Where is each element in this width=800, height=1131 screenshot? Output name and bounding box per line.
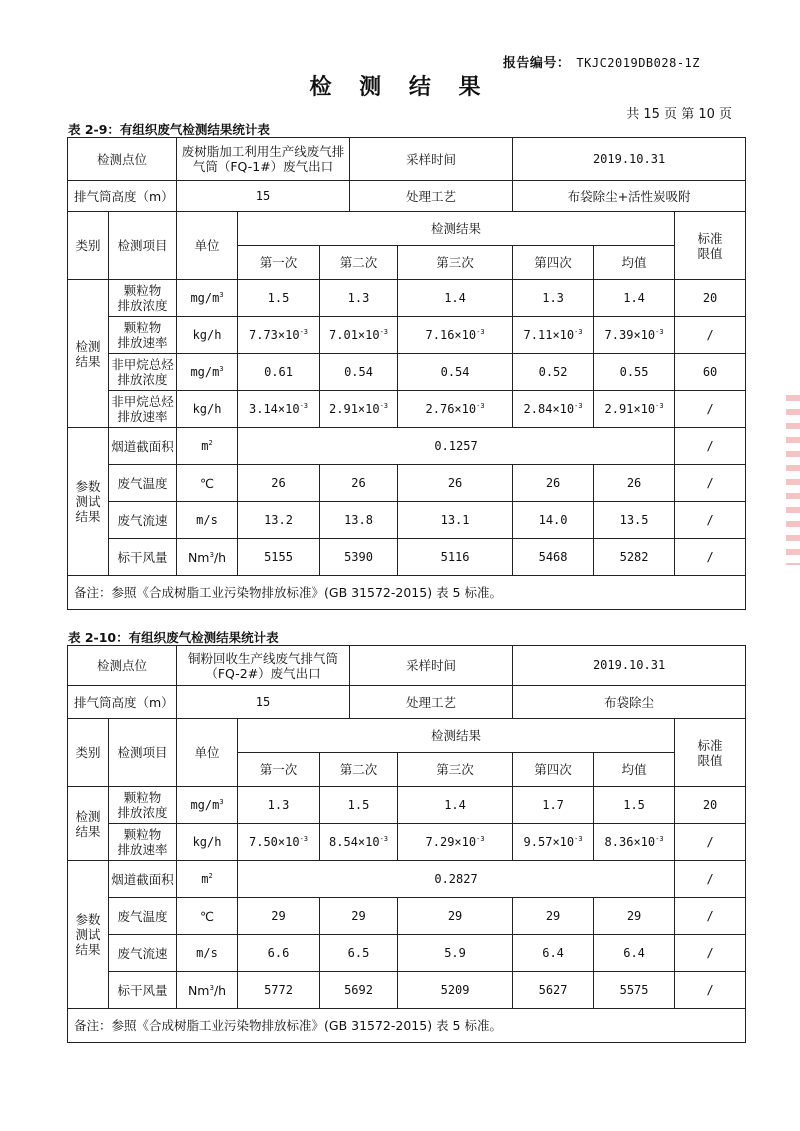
item-sub: 排放浓度 <box>117 805 168 820</box>
value-cell: 5627 <box>513 972 594 1009</box>
unit-base: mg/m <box>190 364 220 379</box>
value-cell <box>238 787 320 824</box>
value-cell: 5390 <box>320 539 398 576</box>
value-base: 1.5 <box>623 797 645 812</box>
value-cell: 14.0 <box>513 502 594 539</box>
site-value-line2: 气筒（FQ-1#）废气出口 <box>192 159 334 174</box>
unit-base: mg/m <box>190 290 220 305</box>
table-row <box>68 280 746 317</box>
unit-base: kg/h <box>192 834 222 849</box>
standard-header-line1: 标准 <box>697 230 723 246</box>
value-cell: 29 <box>320 898 398 935</box>
sample-time-value: 2019.10.31 <box>513 138 746 181</box>
site-value <box>177 138 350 181</box>
value-cell <box>398 824 513 861</box>
value-cell <box>594 787 675 824</box>
item-sub: 排放速率 <box>117 409 168 424</box>
value-base: 0.52 <box>538 364 568 379</box>
item-name: 颗粒物 <box>123 320 162 335</box>
unit-cell <box>177 280 238 317</box>
height-label: 排气筒高度（m） <box>68 686 177 719</box>
value-cell <box>320 317 398 354</box>
category-line: 结果 <box>75 509 101 524</box>
value-base: 7.29×10 <box>425 834 477 849</box>
value-cell <box>320 787 398 824</box>
value-cell <box>238 280 320 317</box>
value-cell: 6.5 <box>320 935 398 972</box>
process-label: 处理工艺 <box>350 181 513 212</box>
value-base: 1.5 <box>267 290 290 305</box>
value-exp: -3 <box>379 834 389 843</box>
value-cell: 5282 <box>594 539 675 576</box>
unit-cell: m/s <box>177 502 238 539</box>
value-cell: 5116 <box>398 539 513 576</box>
standard-cell: / <box>675 935 746 972</box>
standard-header <box>675 719 746 787</box>
value-exp: -3 <box>299 327 309 336</box>
value-cell <box>398 354 513 391</box>
unit-cell <box>177 972 238 1009</box>
value-cell <box>238 391 320 428</box>
run-header: 均值 <box>594 753 675 787</box>
value-cell <box>513 824 594 861</box>
table-row <box>68 824 746 861</box>
results-header: 检测结果 <box>238 719 675 753</box>
item-cell: 标干风量 <box>109 539 177 576</box>
table-caption-2-9: 表 2-9：有组织废气检测结果统计表 <box>68 122 270 137</box>
item-cell <box>109 317 177 354</box>
value-cell <box>513 391 594 428</box>
results-table-2-9 <box>67 137 746 610</box>
value-cell <box>398 280 513 317</box>
value-base: 2.91×10 <box>604 401 656 416</box>
value-base: 1.3 <box>542 290 564 305</box>
value-base: 7.11×10 <box>523 327 575 342</box>
table-row <box>68 317 746 354</box>
item-cell: 废气温度 <box>109 465 177 502</box>
standard-cell: / <box>675 539 746 576</box>
process-value: 布袋除尘+活性炭吸附 <box>513 181 746 212</box>
value-base: 0.54 <box>344 364 373 379</box>
unit-base: mg/m <box>190 797 220 812</box>
standard-cell: / <box>675 502 746 539</box>
unit-cell <box>177 354 238 391</box>
table-row <box>68 861 746 898</box>
value-base: 7.50×10 <box>249 834 300 849</box>
standard-cell: / <box>675 972 746 1009</box>
item-cell: 烟道截面积 <box>109 861 177 898</box>
item-header: 检测项目 <box>109 212 177 280</box>
value-base: 1.3 <box>347 290 370 305</box>
value-cell: 29 <box>513 898 594 935</box>
unit-sup: 3 <box>209 983 214 992</box>
table-row <box>68 465 746 502</box>
value-base: 2.91×10 <box>329 401 380 416</box>
site-value-line1: 废树脂加工利用生产线废气排 <box>181 144 345 159</box>
run-header: 第三次 <box>398 753 513 787</box>
unit-cell <box>177 787 238 824</box>
unit-cell: ℃ <box>177 898 238 935</box>
standard-cell: / <box>675 898 746 935</box>
area-value: 0.1257 <box>238 428 675 465</box>
value-cell <box>320 354 398 391</box>
site-label: 检测点位 <box>68 138 177 181</box>
table-row <box>68 391 746 428</box>
unit-cell: m/s <box>177 935 238 972</box>
value-base: 7.16×10 <box>425 327 477 342</box>
page-count: 共 15 页 第 10 页 <box>626 107 732 122</box>
value-cell: 6.4 <box>594 935 675 972</box>
value-exp: -3 <box>476 834 485 843</box>
value-cell: 26 <box>398 465 513 502</box>
unit-tail: /h <box>213 982 227 998</box>
standard-cell: / <box>675 861 746 898</box>
process-value: 布袋除尘 <box>513 686 746 719</box>
standard-header-line2: 限值 <box>697 752 723 768</box>
item-cell: 废气流速 <box>109 935 177 972</box>
category-test-results <box>68 787 109 861</box>
category-param-results <box>68 428 109 576</box>
value-cell: 26 <box>238 465 320 502</box>
value-exp: -3 <box>379 327 389 336</box>
item-cell: 废气流速 <box>109 502 177 539</box>
unit-base: m <box>201 871 209 886</box>
value-base: 0.54 <box>440 364 470 379</box>
unit-sup: 3 <box>209 550 214 559</box>
unit-cell <box>177 824 238 861</box>
unit-sup: 3 <box>219 364 224 373</box>
value-cell <box>320 391 398 428</box>
value-cell: 6.6 <box>238 935 320 972</box>
value-cell <box>320 824 398 861</box>
item-sub: 排放速率 <box>117 335 168 350</box>
unit-header: 单位 <box>177 212 238 280</box>
seal-stamp-edge <box>786 395 800 565</box>
sample-time-label: 采样时间 <box>350 646 513 686</box>
value-cell: 5772 <box>238 972 320 1009</box>
value-base: 7.73×10 <box>249 327 300 342</box>
unit-cell <box>177 428 238 465</box>
value-exp: -3 <box>655 327 664 336</box>
process-label: 处理工艺 <box>350 686 513 719</box>
value-cell: 29 <box>238 898 320 935</box>
category-line: 检测 <box>75 338 101 354</box>
value-base: 2.84×10 <box>523 401 575 416</box>
item-sub: 排放浓度 <box>117 372 168 387</box>
run-header: 第二次 <box>320 753 398 787</box>
run-header: 均值 <box>594 246 675 280</box>
value-cell: 13.1 <box>398 502 513 539</box>
run-header: 第二次 <box>320 246 398 280</box>
table-row <box>68 898 746 935</box>
category-line: 参数 <box>75 479 101 494</box>
value-exp: -3 <box>574 401 583 410</box>
run-header: 第一次 <box>238 753 320 787</box>
table-note: 备注：参照《合成树脂工业污染物排放标准》(GB 31572-2015) 表 5 标准。 <box>68 1009 746 1043</box>
unit-base: m <box>201 438 209 453</box>
table-note: 备注：参照《合成树脂工业污染物排放标准》(GB 31572-2015) 表 5 标准。 <box>68 576 746 610</box>
value-cell <box>513 317 594 354</box>
sample-time-label: 采样时间 <box>350 138 513 181</box>
unit-base: Nm <box>187 549 210 565</box>
value-base: 2.76×10 <box>425 401 477 416</box>
sample-time-value: 2019.10.31 <box>513 646 746 686</box>
value-cell <box>398 391 513 428</box>
value-cell: 5468 <box>513 539 594 576</box>
unit-base: Nm <box>187 982 210 998</box>
value-base: 1.4 <box>623 290 645 305</box>
value-exp: -3 <box>476 327 485 336</box>
item-cell: 废气温度 <box>109 898 177 935</box>
value-base: 1.4 <box>444 290 466 305</box>
height-label: 排气筒高度（m） <box>68 181 177 212</box>
value-cell <box>594 280 675 317</box>
unit-sup: 3 <box>219 290 224 299</box>
value-cell <box>513 354 594 391</box>
value-exp: -3 <box>299 401 309 410</box>
standard-cell: / <box>675 317 746 354</box>
site-value-line1: 铜粉回收生产线废气排气筒 <box>188 650 339 666</box>
category-line: 结果 <box>75 823 101 839</box>
category-header: 类别 <box>68 719 109 787</box>
category-line: 测试 <box>75 494 101 509</box>
table-row <box>68 935 746 972</box>
value-cell <box>513 280 594 317</box>
item-header: 检测项目 <box>109 719 177 787</box>
run-header: 第四次 <box>513 246 594 280</box>
item-sub: 排放浓度 <box>117 298 168 313</box>
value-cell <box>594 391 675 428</box>
category-line: 结果 <box>75 942 101 957</box>
value-exp: -3 <box>379 401 389 410</box>
table-row <box>68 428 746 465</box>
value-cell: 26 <box>594 465 675 502</box>
value-cell: 26 <box>320 465 398 502</box>
value-cell <box>594 317 675 354</box>
value-cell <box>238 317 320 354</box>
value-cell: 5575 <box>594 972 675 1009</box>
item-cell <box>109 354 177 391</box>
value-cell: 5155 <box>238 539 320 576</box>
site-value-line2: （FQ-2#）废气出口 <box>205 665 321 681</box>
report-number-value: TKJC2019DB028-1Z <box>576 56 700 70</box>
category-line: 参数 <box>75 912 101 927</box>
unit-cell <box>177 317 238 354</box>
value-cell: 29 <box>594 898 675 935</box>
results-header: 检测结果 <box>238 212 675 246</box>
value-exp: -3 <box>655 834 664 843</box>
value-cell: 5209 <box>398 972 513 1009</box>
site-value <box>177 646 350 686</box>
run-header: 第一次 <box>238 246 320 280</box>
page-title: 检 测 结 果 <box>309 74 491 100</box>
standard-cell: / <box>675 391 746 428</box>
category-test-results <box>68 280 109 428</box>
run-header: 第四次 <box>513 753 594 787</box>
value-base: 7.01×10 <box>329 327 380 342</box>
value-cell: 13.2 <box>238 502 320 539</box>
value-base: 8.54×10 <box>329 834 380 849</box>
value-cell: 5.9 <box>398 935 513 972</box>
table-row <box>68 539 746 576</box>
item-cell <box>109 280 177 317</box>
results-table-2-10 <box>67 645 746 1043</box>
report-number <box>503 52 700 71</box>
item-cell <box>109 391 177 428</box>
height-value: 15 <box>177 181 350 212</box>
unit-base: kg/h <box>192 401 222 416</box>
category-line: 检测 <box>75 808 101 824</box>
unit-cell <box>177 539 238 576</box>
unit-sup: 2 <box>208 438 213 447</box>
item-cell <box>109 824 177 861</box>
item-cell <box>109 787 177 824</box>
category-line: 测试 <box>75 927 101 942</box>
height-value: 15 <box>177 686 350 719</box>
value-exp: -3 <box>574 327 583 336</box>
value-cell <box>238 354 320 391</box>
value-cell: 29 <box>398 898 513 935</box>
report-number-label: 报告编号： <box>502 56 571 71</box>
item-cell: 烟道截面积 <box>109 428 177 465</box>
value-base: 7.39×10 <box>604 327 656 342</box>
standard-cell: 20 <box>675 280 746 317</box>
unit-sup: 3 <box>219 797 224 806</box>
table-row <box>68 787 746 824</box>
category-line: 结果 <box>75 353 101 369</box>
category-header: 类别 <box>68 212 109 280</box>
value-base: 1.7 <box>542 797 564 812</box>
unit-base: kg/h <box>192 327 222 342</box>
standard-header-line1: 标准 <box>697 737 723 753</box>
value-exp: -3 <box>655 401 664 410</box>
value-cell <box>320 280 398 317</box>
value-cell <box>513 787 594 824</box>
table-row <box>68 502 746 539</box>
value-cell: 26 <box>513 465 594 502</box>
value-base: 1.3 <box>267 797 290 812</box>
category-param-results <box>68 861 109 1009</box>
value-exp: -3 <box>574 834 583 843</box>
standard-header-line2: 限值 <box>697 245 723 261</box>
value-cell: 6.4 <box>513 935 594 972</box>
unit-sup: 2 <box>208 871 213 880</box>
standard-cell: / <box>675 465 746 502</box>
value-cell <box>594 354 675 391</box>
value-exp: -3 <box>476 401 485 410</box>
standard-cell: 60 <box>675 354 746 391</box>
standard-cell: 20 <box>675 787 746 824</box>
unit-header: 单位 <box>177 719 238 787</box>
value-cell <box>398 787 513 824</box>
item-cell: 标干风量 <box>109 972 177 1009</box>
item-sub: 排放速率 <box>117 842 168 857</box>
value-base: 0.55 <box>619 364 649 379</box>
value-base: 9.57×10 <box>523 834 575 849</box>
site-label: 检测点位 <box>68 646 177 686</box>
standard-cell: / <box>675 428 746 465</box>
item-name: 颗粒物 <box>123 827 162 842</box>
table-row <box>68 354 746 391</box>
value-cell: 13.5 <box>594 502 675 539</box>
value-cell <box>238 824 320 861</box>
unit-cell: ℃ <box>177 465 238 502</box>
run-header: 第三次 <box>398 246 513 280</box>
value-exp: -3 <box>299 834 309 843</box>
value-cell: 5692 <box>320 972 398 1009</box>
standard-cell: / <box>675 824 746 861</box>
item-name: 颗粒物 <box>123 283 162 298</box>
value-base: 1.5 <box>347 797 370 812</box>
value-base: 1.4 <box>444 797 466 812</box>
item-name: 非甲烷总烃 <box>111 357 174 372</box>
item-name: 非甲烷总烃 <box>111 394 174 409</box>
value-base: 3.14×10 <box>249 401 300 416</box>
unit-cell <box>177 391 238 428</box>
value-cell <box>398 317 513 354</box>
value-cell <box>594 824 675 861</box>
table-row <box>68 972 746 1009</box>
value-cell: 13.8 <box>320 502 398 539</box>
unit-cell <box>177 861 238 898</box>
value-base: 8.36×10 <box>604 834 656 849</box>
unit-tail: /h <box>213 549 227 565</box>
value-base: 0.61 <box>264 364 293 379</box>
table-caption-2-10: 表 2-10：有组织废气检测结果统计表 <box>68 630 279 645</box>
item-name: 颗粒物 <box>123 790 162 805</box>
area-value: 0.2827 <box>238 861 675 898</box>
standard-header <box>675 212 746 280</box>
